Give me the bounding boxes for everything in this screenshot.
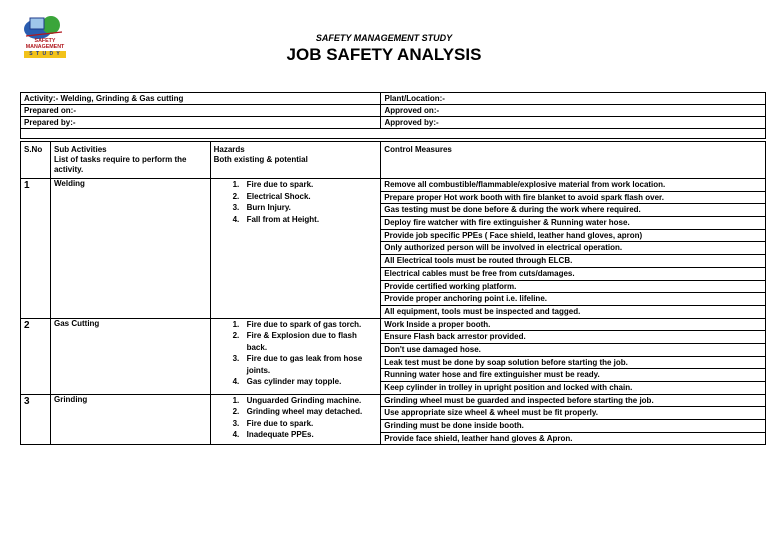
list-item: Provide face shield, leather hand gloves & Apron. <box>384 433 573 443</box>
list-item: Keep cylinder in trolley in upright position and locked with chain. <box>384 383 633 392</box>
list-item: 2. Electrical Shock. <box>232 191 311 201</box>
list-item: Running water hose and fire extinguisher must be ready. <box>381 369 765 382</box>
col-header-hazards: Hazards Both existing & potential <box>210 142 381 179</box>
row-hazards <box>210 394 381 445</box>
list-item: 3. Fire due to gas leak from hose joints. <box>232 354 363 375</box>
list-item: 4. Fall from at Height. <box>232 214 320 224</box>
approved-on-field: Approved on:- <box>381 105 766 117</box>
approved-by-field: Approved by:- <box>381 117 766 129</box>
list-item: Use appropriate size wheel & wheel must be fit properly. <box>381 407 765 420</box>
logo-text: SAFETY MANAGEMENT <box>25 38 65 50</box>
list-item: All Electrical tools must be routed through ELCB. <box>381 255 765 268</box>
logo-study-band: S T U D Y <box>24 51 66 58</box>
list-item: Prepare proper Hot work booth with fire blanket to avoid spark flash over. <box>381 192 765 205</box>
row-sno: 3 <box>21 394 51 445</box>
list-item: Provide proper anchoring point i.e. lifeline. <box>381 293 765 306</box>
col-header-control-measures: Control Measures <box>381 142 766 179</box>
row-control-measures <box>381 318 766 394</box>
list-item: Deploy fire watcher with fire extinguisher & Running water hose. <box>381 217 765 230</box>
list-item: Provide certified working platform. <box>381 281 765 294</box>
row-sno: 2 <box>21 318 51 394</box>
list-item: 4. Gas cylinder may topple. <box>232 377 342 387</box>
list-item: Remove all combustible/flammable/explosive material from work location. <box>381 179 765 192</box>
list-item: 1. Fire due to spark. <box>232 180 314 189</box>
row-sub-activity: Welding <box>50 179 210 319</box>
row-control-measures <box>381 394 766 445</box>
list-item: Provide job specific PPEs ( Face shield, leather hand gloves, apron) <box>381 230 765 243</box>
info-table <box>20 92 766 139</box>
list-item: 3. Burn Injury. <box>232 203 291 212</box>
list-item: Leak test must be done by soap solution before starting the job. <box>381 357 765 370</box>
row-sub-activity: Grinding <box>50 394 210 445</box>
activity-field: Activity:- Welding, Grinding & Gas cutting <box>21 93 381 105</box>
list-item: Grinding wheel must be guarded and inspected before starting the job. <box>381 395 765 408</box>
list-item: Don't use damaged hose. <box>381 344 765 357</box>
list-item: Only authorized person will be involved in electrical operation. <box>381 242 765 255</box>
table-row <box>21 179 766 319</box>
list-item: 2. Grinding wheel may detached. <box>232 407 363 417</box>
list-item: All equipment, tools must be inspected and tagged. <box>384 306 581 316</box>
page-subtitle: SAFETY MANAGEMENT STUDY <box>315 33 453 43</box>
table-header-row <box>21 142 766 179</box>
col-header-sub-activities: Sub Activities List of tasks require to perform the activity. <box>50 142 210 179</box>
row-control-measures <box>381 179 766 319</box>
list-item: Ensure Flash back arrestor provided. <box>381 331 765 344</box>
prepared-on-field: Prepared on:- <box>21 105 381 117</box>
list-item: Gas testing must be done before & during the work where required. <box>381 204 765 217</box>
list-item: 4. Inadequate PPEs. <box>232 430 314 440</box>
jsa-table <box>20 141 766 445</box>
row-sno: 1 <box>21 179 51 319</box>
list-item: 1. Unguarded Grinding machine. <box>232 395 362 405</box>
table-row <box>21 318 766 394</box>
table-row <box>21 394 766 445</box>
plant-location-field: Plant/Location:- <box>381 93 766 105</box>
list-item: 3. Fire due to spark. <box>232 418 314 428</box>
page-title: JOB SAFETY ANALYSIS <box>286 45 482 64</box>
list-item: Grinding must be done inside booth. <box>381 420 765 433</box>
prepared-by-field: Prepared by:- <box>21 117 381 129</box>
list-item: 2. Fire & Explosion due to flash back. <box>232 331 357 352</box>
list-item: Electrical cables must be free from cuts/damages. <box>381 268 765 281</box>
info-spacer-row <box>21 129 766 139</box>
row-hazards <box>210 318 381 394</box>
list-item: Work Inside a proper booth. <box>381 319 765 332</box>
row-hazards <box>210 179 381 319</box>
row-sub-activity: Gas Cutting <box>50 318 210 394</box>
list-item: 1. Fire due to spark of gas torch. <box>232 319 362 329</box>
col-header-sno: S.No <box>21 142 51 179</box>
